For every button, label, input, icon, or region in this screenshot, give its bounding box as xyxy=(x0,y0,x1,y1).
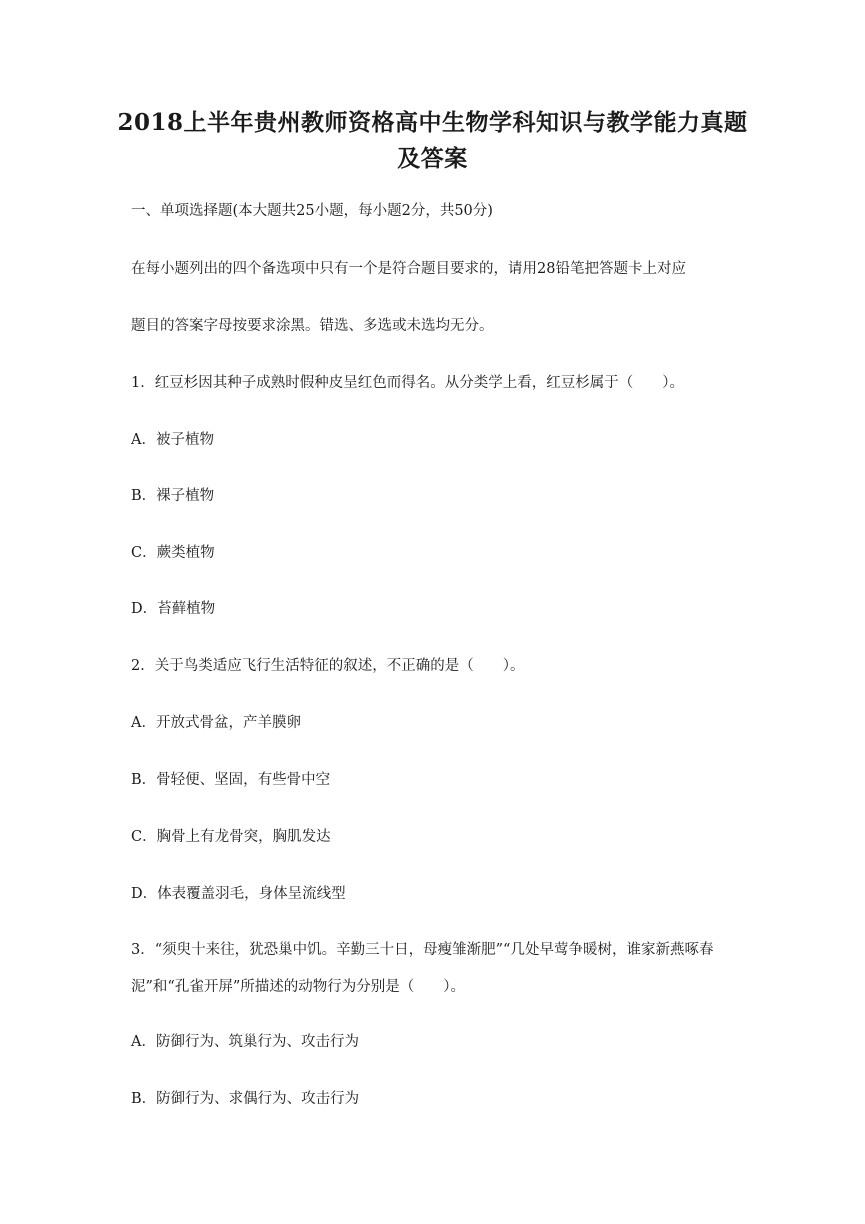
answer-option: D．体表覆盖羽毛，身体呈流线型 xyxy=(131,886,346,902)
answer-option: A．被子植物 xyxy=(131,432,214,448)
answer-option: B．裸子植物 xyxy=(131,488,215,504)
answer-option: C．胸骨上有龙骨突，胸肌发达 xyxy=(131,829,331,845)
answer-option: A．防御行为、筑巢行为、攻击行为 xyxy=(131,1034,359,1050)
question-stem: 2．关于鸟类适应飞行生活特征的叙述，不正确的是（ ）。 xyxy=(131,658,525,674)
answer-option: B．骨轻便、坚固，有些骨中空 xyxy=(131,772,331,788)
section-heading: 一、单项选择题(本大题共25小题，每小题2分，共50分) xyxy=(131,203,493,219)
answer-option: C．蕨类植物 xyxy=(131,545,215,561)
question-stem: 3．“须臾十来往，犹恐巢中饥。辛勤三十日，母瘦雏渐肥”“几处早莺争暖树，谁家新燕啄春泥”和“孔雀开屏”所描述的动物行为分别是（ ）。 xyxy=(131,942,714,995)
document-title: 2018上半年贵州教师资格高中生物学科知识与教学能力真题及答案 xyxy=(117,109,748,172)
answer-option: A．开放式骨盆，产羊膜卵 xyxy=(131,715,301,731)
answer-option: D．苔藓植物 xyxy=(131,601,216,617)
instruction-line: 题目的答案字母按要求涂黑。错选、多选或未选均无分。 xyxy=(131,318,494,334)
question-stem: 1．红豆杉因其种子成熟时假种皮呈红色而得名。从分类学上看，红豆杉属于（ ）。 xyxy=(131,375,684,391)
answer-option: B．防御行为、求偶行为、攻击行为 xyxy=(131,1091,360,1107)
instruction-line: 在每小题列出的四个备选项中只有一个是符合题目要求的，请用28铅笔把答题卡上对应 xyxy=(131,261,686,277)
